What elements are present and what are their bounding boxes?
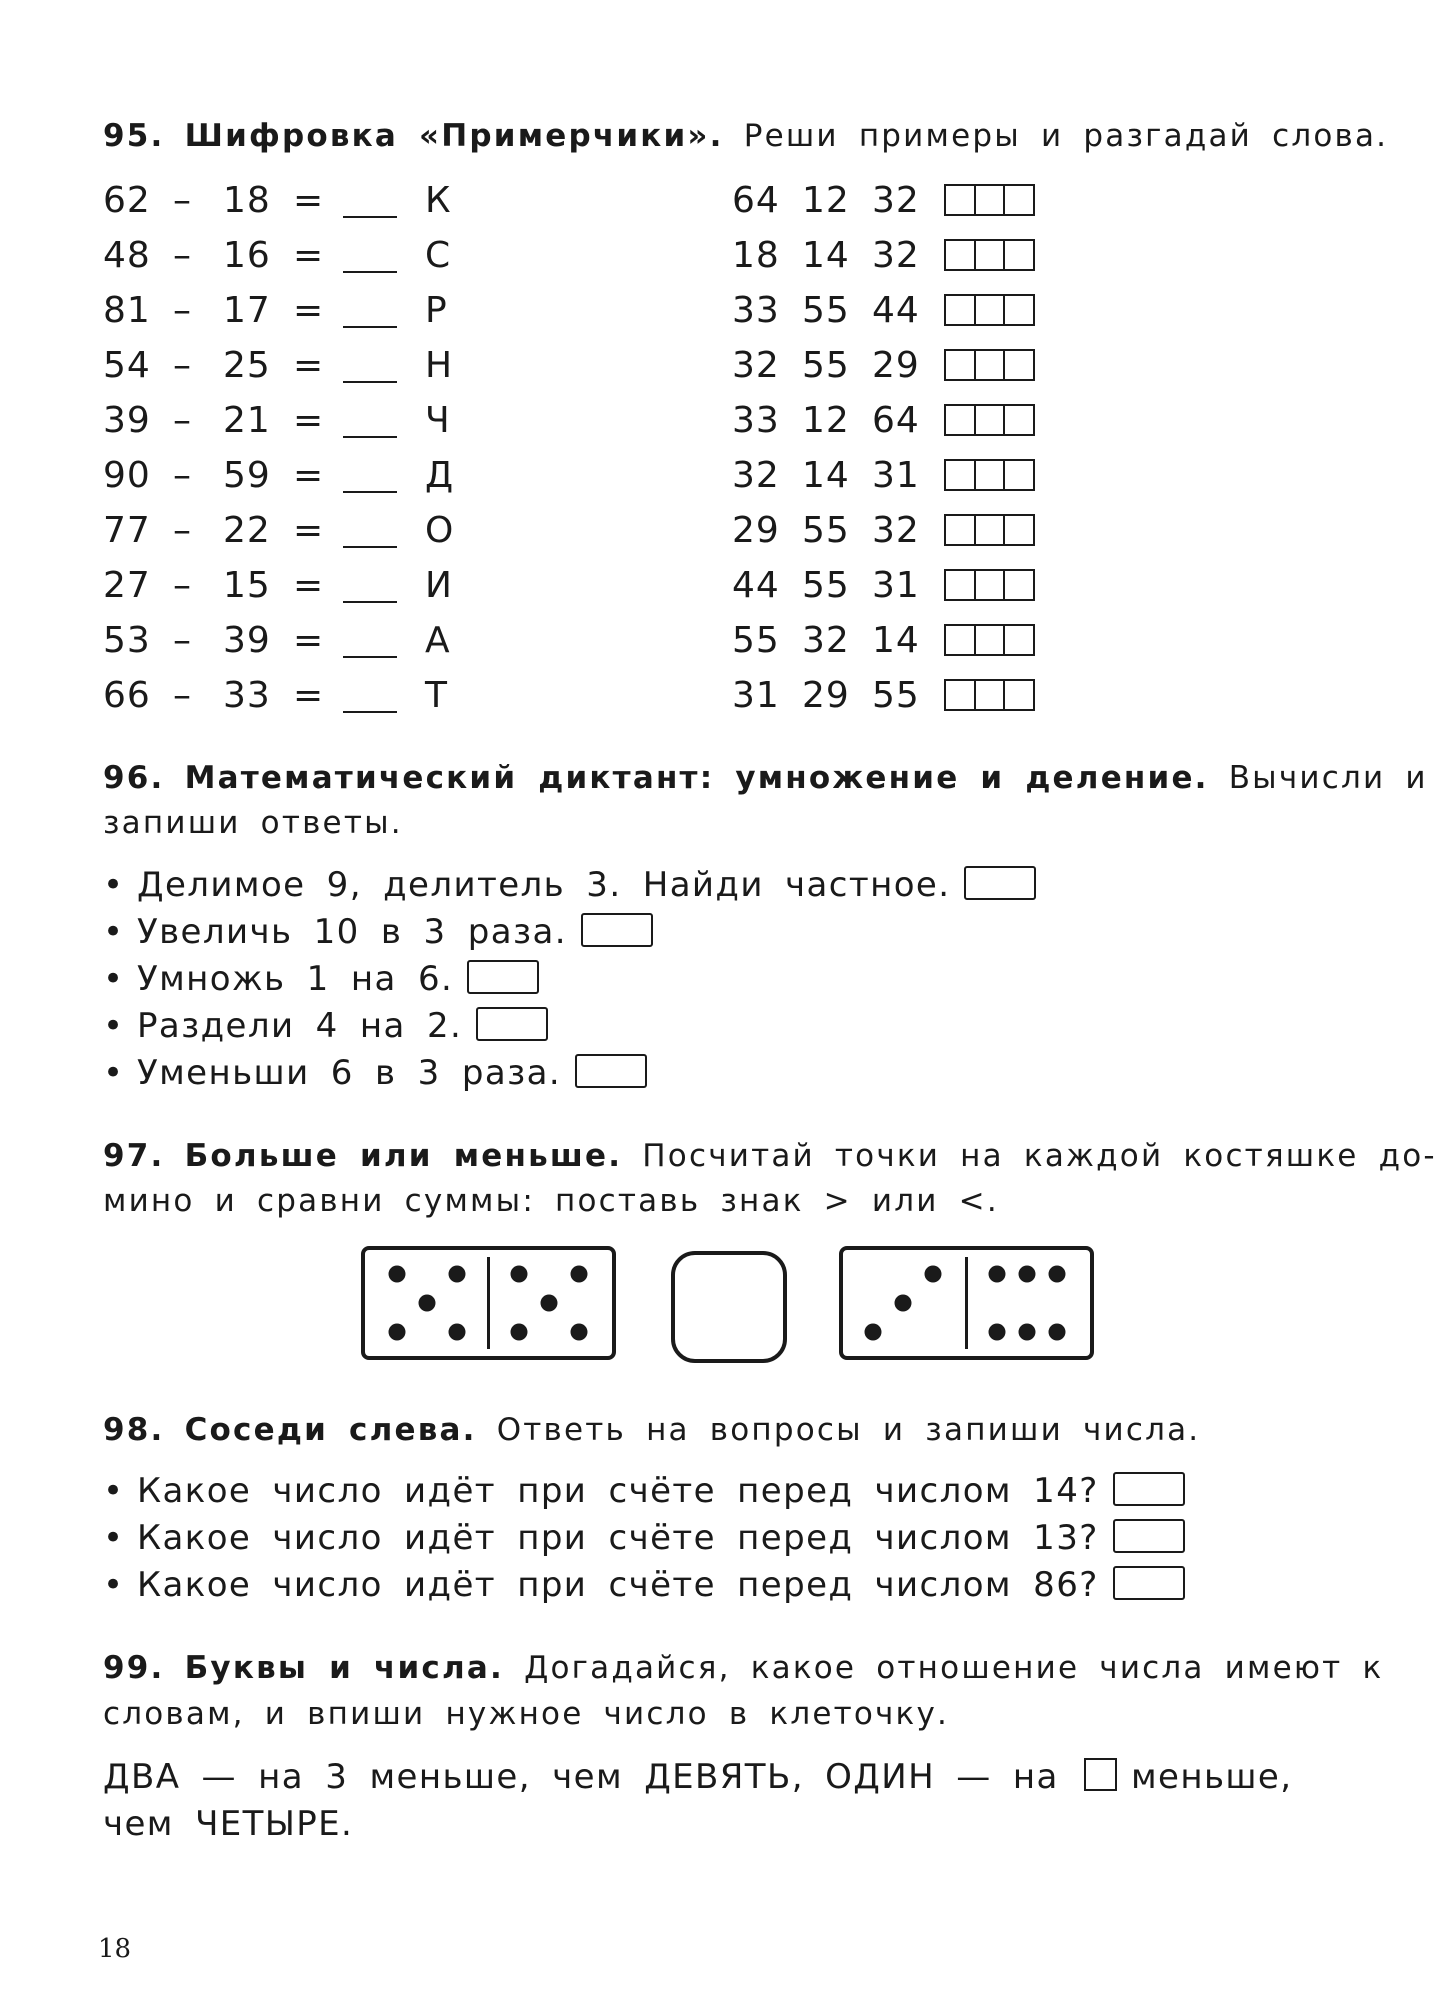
task-97-title: Больше или меньше.: [184, 1138, 623, 1174]
equation-eq: =: [293, 235, 325, 276]
answer-box[interactable]: [467, 960, 539, 994]
task-95-equations: [103, 180, 523, 740]
code-number: 12: [802, 180, 850, 221]
code-number: 55: [802, 510, 850, 551]
domino-comparison: [360, 1245, 1100, 1375]
answer-cell[interactable]: [1003, 679, 1035, 711]
equation-eq: =: [293, 180, 325, 221]
bullet: •: [103, 1006, 125, 1046]
bullet: •: [103, 865, 125, 905]
task-96-item: [103, 1053, 647, 1093]
answer-cell[interactable]: [974, 404, 1006, 436]
task-96-item-text: Раздели 4 на 2.: [137, 1006, 463, 1046]
answer-blank[interactable]: [343, 491, 397, 493]
equation-op: –: [173, 180, 192, 221]
task-96-item: [103, 1006, 548, 1046]
equation-row: [103, 235, 523, 279]
page-number: 18: [98, 1934, 132, 1964]
bullet: •: [103, 959, 125, 999]
equation-row: [103, 455, 523, 499]
answer-cell[interactable]: [974, 239, 1006, 271]
equation-a: 66: [103, 675, 151, 716]
task-96-item: [103, 959, 539, 999]
answer-cell[interactable]: [944, 349, 976, 381]
equation-row: [103, 620, 523, 664]
code-number: 29: [802, 675, 850, 716]
bullet: •: [103, 1518, 125, 1558]
equation-row: [103, 290, 523, 334]
code-number: 64: [732, 180, 780, 221]
task-95-heading: [103, 118, 1388, 154]
code-number: 33: [732, 290, 780, 331]
answer-blank[interactable]: [343, 381, 397, 383]
equation-op: –: [173, 455, 192, 496]
answer-blank[interactable]: [343, 326, 397, 328]
task-99-number: 99.: [103, 1650, 165, 1686]
equation-op: –: [173, 675, 192, 716]
code-number: 32: [872, 180, 920, 221]
answer-box[interactable]: [581, 913, 653, 947]
answer-cell[interactable]: [944, 239, 976, 271]
answer-blank[interactable]: [343, 216, 397, 218]
equation-letter: Ч: [425, 400, 451, 441]
equation-op: –: [173, 510, 192, 551]
equation-letter: К: [425, 180, 452, 221]
answer-cell[interactable]: [1003, 294, 1035, 326]
code-number: 14: [872, 620, 920, 661]
equation-b: 25: [223, 345, 271, 386]
equation-letter: О: [425, 510, 455, 551]
task-98-item: [103, 1518, 1185, 1558]
answer-cell[interactable]: [944, 569, 976, 601]
task-97-text-line2: мино и сравни суммы: поставь знак > или <.: [103, 1183, 999, 1219]
task-98-item-text: Какое число идёт при счёте перед числом 13?: [137, 1518, 1099, 1558]
domino-left: [363, 1248, 614, 1358]
answer-blank[interactable]: [343, 271, 397, 273]
answer-square[interactable]: [1084, 1758, 1117, 1791]
code-number: 31: [732, 675, 780, 716]
task-99-body-line1: [103, 1757, 1292, 1797]
code-number: 14: [802, 235, 850, 276]
answer-box[interactable]: [476, 1007, 548, 1041]
code-number: 32: [872, 235, 920, 276]
equation-a: 62: [103, 180, 151, 221]
answer-cell[interactable]: [1003, 239, 1035, 271]
code-number: 32: [732, 345, 780, 386]
code-number: 32: [732, 455, 780, 496]
answer-cell[interactable]: [974, 679, 1006, 711]
code-number: 33: [732, 400, 780, 441]
task-98-item: [103, 1471, 1185, 1511]
answer-cells: [944, 459, 1035, 491]
task-96-item: [103, 865, 1036, 905]
code-number: 14: [802, 455, 850, 496]
equation-letter: Д: [425, 455, 455, 496]
answer-cells: [944, 624, 1035, 656]
answer-cell[interactable]: [974, 514, 1006, 546]
answer-cell[interactable]: [974, 349, 1006, 381]
answer-box[interactable]: [1113, 1566, 1185, 1600]
answer-blank[interactable]: [343, 711, 397, 713]
equation-letter: А: [425, 620, 451, 661]
answer-cell[interactable]: [944, 624, 976, 656]
answer-cell[interactable]: [1003, 349, 1035, 381]
equation-op: –: [173, 290, 192, 331]
task-98-number: 98.: [103, 1412, 165, 1448]
equation-letter: И: [425, 565, 453, 606]
equation-row: [103, 400, 523, 444]
code-number: 18: [732, 235, 780, 276]
equation-op: –: [173, 345, 192, 386]
answer-cell[interactable]: [944, 404, 976, 436]
equation-row: [103, 180, 523, 224]
equation-b: 16: [223, 235, 271, 276]
equation-eq: =: [293, 565, 325, 606]
equation-a: 48: [103, 235, 151, 276]
code-row: [732, 345, 1062, 389]
equation-op: –: [173, 400, 192, 441]
answer-cells: [944, 239, 1035, 271]
task-96-title: Математический диктант: умножение и деление.: [184, 760, 1209, 796]
code-number: 64: [872, 400, 920, 441]
task-98-title: Соседи слева.: [184, 1412, 477, 1448]
equation-a: 39: [103, 400, 151, 441]
answer-cells: [944, 404, 1035, 436]
task-96-heading: [103, 760, 1428, 796]
equation-op: –: [173, 565, 192, 606]
task-98-heading: [103, 1412, 1200, 1448]
code-row: [732, 455, 1062, 499]
equation-b: 21: [223, 400, 271, 441]
equation-eq: =: [293, 455, 325, 496]
task-98-item-text: Какое число идёт при счёте перед числом 14?: [137, 1471, 1099, 1511]
code-number: 31: [872, 565, 920, 606]
equation-letter: Т: [425, 675, 448, 716]
answer-cell[interactable]: [944, 184, 976, 216]
equation-eq: =: [293, 345, 325, 386]
answer-cell[interactable]: [944, 459, 976, 491]
answer-box[interactable]: [1113, 1519, 1185, 1553]
task-99-heading: [103, 1650, 1383, 1686]
task-95-codes: [732, 180, 1062, 740]
equation-eq: =: [293, 290, 325, 331]
answer-cell[interactable]: [1003, 514, 1035, 546]
answer-cells: [944, 294, 1035, 326]
code-number: 44: [872, 290, 920, 331]
answer-cells: [944, 514, 1035, 546]
bullet: •: [103, 1053, 125, 1093]
task-99-body-part2: меньше,: [1130, 1757, 1293, 1797]
answer-cell[interactable]: [974, 459, 1006, 491]
task-96-item-text: Умножь 1 на 6.: [137, 959, 454, 999]
equation-eq: =: [293, 400, 325, 441]
answer-box[interactable]: [575, 1054, 647, 1088]
comparison-sign-box[interactable]: [673, 1253, 785, 1361]
code-row: [732, 510, 1062, 554]
equation-op: –: [173, 620, 192, 661]
code-row: [732, 565, 1062, 609]
equation-eq: =: [293, 620, 325, 661]
task-99-text: Догадайся, какое отношение числа имеют к: [524, 1650, 1384, 1686]
task-99-text-line2: словам, и впиши нужное число в клеточку.: [103, 1696, 950, 1732]
task-96-text-line2: запиши ответы.: [103, 805, 403, 841]
task-95-text: Реши примеры и разгадай слова.: [743, 118, 1389, 154]
bullet: •: [103, 1565, 125, 1605]
answer-cell[interactable]: [1003, 404, 1035, 436]
answer-cells: [944, 679, 1035, 711]
code-row: [732, 675, 1062, 719]
task-96-item-text: Делимое 9, делитель 3. Найди частное.: [137, 865, 951, 905]
code-number: 29: [732, 510, 780, 551]
task-98-item-text: Какое число идёт при счёте перед числом 86?: [137, 1565, 1099, 1605]
equation-b: 17: [223, 290, 271, 331]
equation-eq: =: [293, 675, 325, 716]
code-row: [732, 235, 1062, 279]
answer-box[interactable]: [964, 866, 1036, 900]
answer-cells: [944, 349, 1035, 381]
answer-blank[interactable]: [343, 546, 397, 548]
code-number: 55: [802, 345, 850, 386]
task-97-number: 97.: [103, 1138, 165, 1174]
code-number: 55: [802, 565, 850, 606]
equation-a: 90: [103, 455, 151, 496]
bullet: •: [103, 912, 125, 952]
code-row: [732, 290, 1062, 334]
code-number: 44: [732, 565, 780, 606]
answer-cell[interactable]: [944, 679, 976, 711]
code-number: 31: [872, 455, 920, 496]
code-number: 12: [802, 400, 850, 441]
answer-cell[interactable]: [1003, 569, 1035, 601]
task-99-title: Буквы и числа.: [184, 1650, 505, 1686]
answer-blank[interactable]: [343, 656, 397, 658]
task-97-text: Посчитай точки на каждой костяшке до-: [642, 1138, 1437, 1174]
code-row: [732, 180, 1062, 224]
code-number: 32: [872, 510, 920, 551]
equation-row: [103, 675, 523, 719]
task-98-item: [103, 1565, 1185, 1605]
answer-cells: [944, 569, 1035, 601]
answer-cells: [944, 184, 1035, 216]
task-96-item-text: Уменьши 6 в 3 раза.: [137, 1053, 562, 1093]
code-number: 29: [872, 345, 920, 386]
answer-box[interactable]: [1113, 1472, 1185, 1506]
equation-b: 33: [223, 675, 271, 716]
answer-cell[interactable]: [944, 514, 976, 546]
code-number: 32: [802, 620, 850, 661]
answer-cell[interactable]: [1003, 624, 1035, 656]
code-number: 55: [872, 675, 920, 716]
answer-cell[interactable]: [1003, 459, 1035, 491]
equation-a: 54: [103, 345, 151, 386]
equation-a: 53: [103, 620, 151, 661]
task-96-item: [103, 912, 653, 952]
answer-blank[interactable]: [343, 601, 397, 603]
answer-cell[interactable]: [944, 294, 976, 326]
code-number: 55: [802, 290, 850, 331]
task-99-body-part1: ДВА — на 3 меньше, чем ДЕВЯТЬ, ОДИН — на: [103, 1757, 1059, 1797]
task-99-body-line2: чем ЧЕТЫРЕ.: [103, 1804, 354, 1844]
code-row: [732, 400, 1062, 444]
answer-cell[interactable]: [1003, 184, 1035, 216]
domino-right: [841, 1248, 1092, 1358]
equation-eq: =: [293, 510, 325, 551]
equation-a: 77: [103, 510, 151, 551]
equation-b: 39: [223, 620, 271, 661]
task-96-item-text: Увеличь 10 в 3 раза.: [137, 912, 567, 952]
answer-cell[interactable]: [974, 294, 1006, 326]
task-96-number: 96.: [103, 760, 165, 796]
equation-b: 22: [223, 510, 271, 551]
equation-a: 27: [103, 565, 151, 606]
equation-a: 81: [103, 290, 151, 331]
equation-letter: Н: [425, 345, 454, 386]
task-95-number: 95.: [103, 118, 165, 154]
answer-cell[interactable]: [974, 624, 1006, 656]
code-number: 55: [732, 620, 780, 661]
task-98-text: Ответь на вопросы и запиши числа.: [496, 1412, 1201, 1448]
equation-b: 59: [223, 455, 271, 496]
task-97-heading: [103, 1138, 1437, 1174]
equation-row: [103, 345, 523, 389]
code-row: [732, 620, 1062, 664]
equation-letter: С: [425, 235, 452, 276]
answer-cell[interactable]: [974, 569, 1006, 601]
equation-row: [103, 510, 523, 554]
equation-b: 18: [223, 180, 271, 221]
equation-op: –: [173, 235, 192, 276]
task-95-title: Шифровка «Примерчики».: [184, 118, 724, 154]
equation-b: 15: [223, 565, 271, 606]
answer-blank[interactable]: [343, 436, 397, 438]
task-96-text: Вычисли и: [1228, 760, 1428, 796]
equation-row: [103, 565, 523, 609]
answer-cell[interactable]: [974, 184, 1006, 216]
equation-letter: Р: [425, 290, 448, 331]
bullet: •: [103, 1471, 125, 1511]
